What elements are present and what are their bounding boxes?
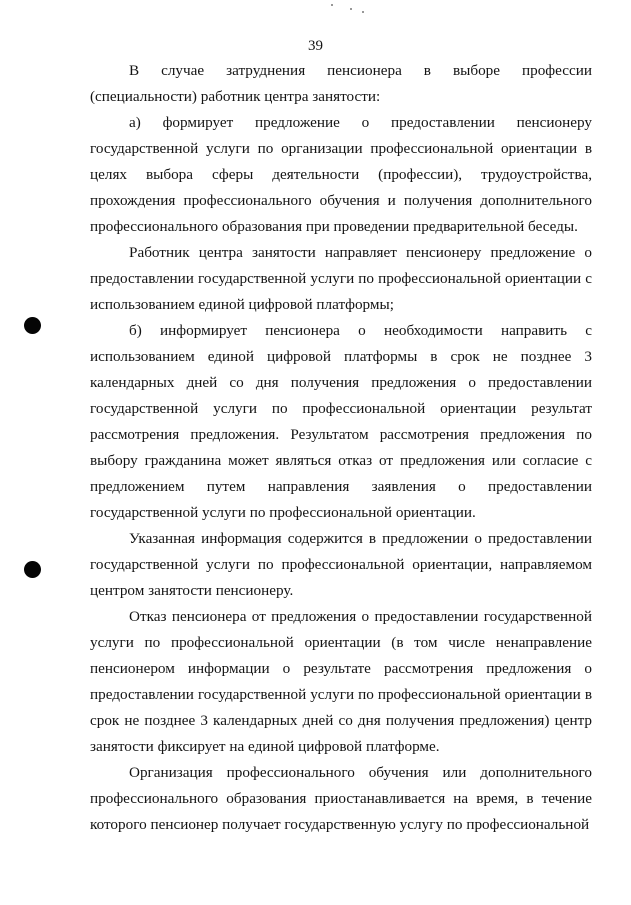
scan-speck [350,8,352,10]
punch-hole [24,561,41,578]
punch-hole [24,317,41,334]
paragraph-suspension: Организация профессионального обучения или дополнительного профессионального образования приостанавливается на время, в течение которого пенсионер получает государственную услугу по профессиональной [90,764,592,833]
page-number: 39 [308,38,323,54]
document-body [90,58,592,838]
scan-speck [362,11,364,13]
paragraph-refusal: Отказ пенсионера от предложения о предоставлении государственной услуги по профессиональной ориентации (в том числе ненаправление пенсионером информации о результате рассмотрения предложения о предоставлении государственной услуги по профессиональной ориентации в срок не позднее 3 календарных дней со дня получения предложения) центр занятости фиксирует на единой цифровой платформе. [90,608,592,755]
paragraph-item-a: а) формирует предложение о предоставлении пенсионеру государственной услуги по организации профессиональной ориентации в целях выбора сферы деятельности (профессии), трудоустройства, прохождения профессионального обучения и получения дополнительного профессионального образования при проведении предварительной беседы. [90,114,592,235]
paragraph-info: Указанная информация содержится в предложении о предоставлении государственной услуги по профессиональной ориентации, направляемом центром занятости пенсионеру. [90,530,592,599]
scan-speck [331,4,333,6]
paragraph-intro: В случае затруднения пенсионера в выборе профессии (специальности) работник центра занятости: [90,62,592,105]
paragraph-referral: Работник центра занятости направляет пенсионеру предложение о предоставлении государственной услуги по профессиональной ориентации с использованием единой цифровой платформы; [90,244,592,313]
paragraph-item-b: б) информирует пенсионера о необходимости направить с использованием единой цифровой платформы в срок не позднее 3 календарных дней со дня получения предложения о предоставлении государственной услуги по профессиональной ориентации результат рассмотрения предложения. Результатом рассмотрения предложения по выбору гражданина может являться отказ от предложения или согласие с предложением путем направления заявления о предоставлении государственной услуги по профессиональной ориентации. [90,322,592,521]
